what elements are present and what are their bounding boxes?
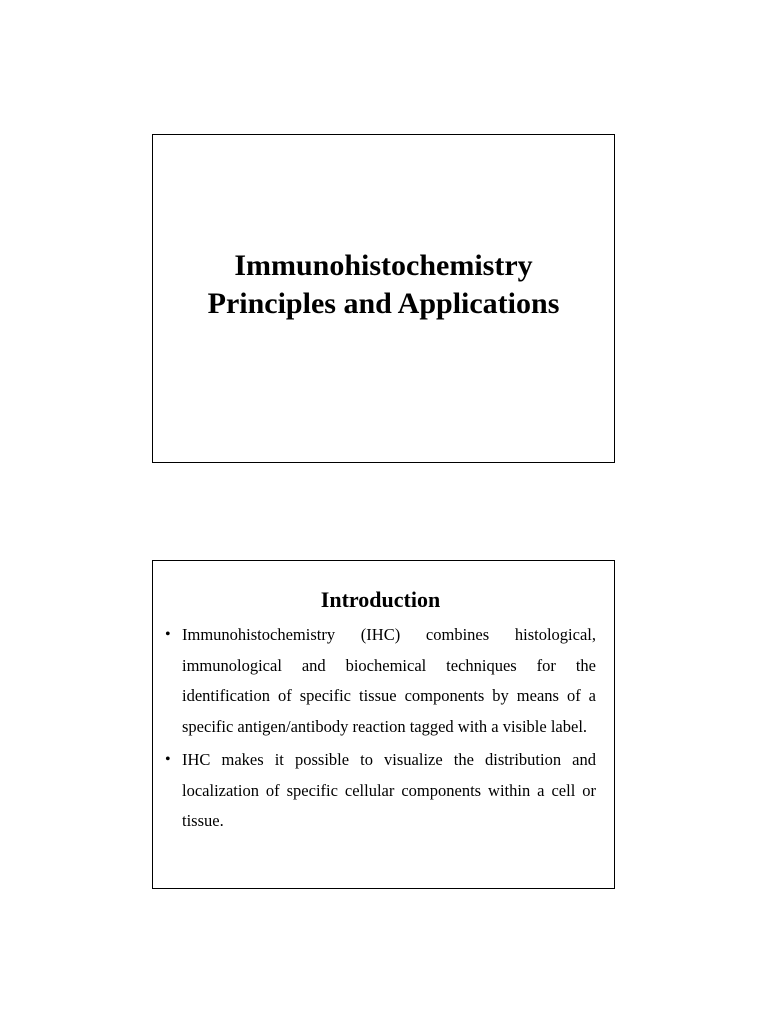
slide-title: [152, 134, 615, 463]
slide-heading: Introduction: [320, 587, 441, 612]
bullet-dot-icon: •: [165, 626, 171, 643]
bullet-text: IHC makes it possible to visualize the distribution and localization of specific cellular components within a cell or tissue.: [182, 750, 596, 830]
bullet-list: [165, 620, 596, 837]
slide-introduction: [152, 560, 615, 889]
bullet-item: [165, 745, 596, 837]
slide-title-line-1: Immunohistochemistry: [234, 248, 533, 282]
slide-title-block: [208, 247, 560, 323]
slide-title-line-2: Principles and Applications: [207, 286, 560, 320]
bullet-dot-icon: •: [165, 751, 171, 768]
bullet-item: [165, 620, 596, 742]
bullet-text: Immunohistochemistry (IHC) combines histological, immunological and biochemical techniques for the identification of specific tissue components by means of a specific antigen/antibody reaction tagged with a visible label.: [182, 625, 596, 736]
